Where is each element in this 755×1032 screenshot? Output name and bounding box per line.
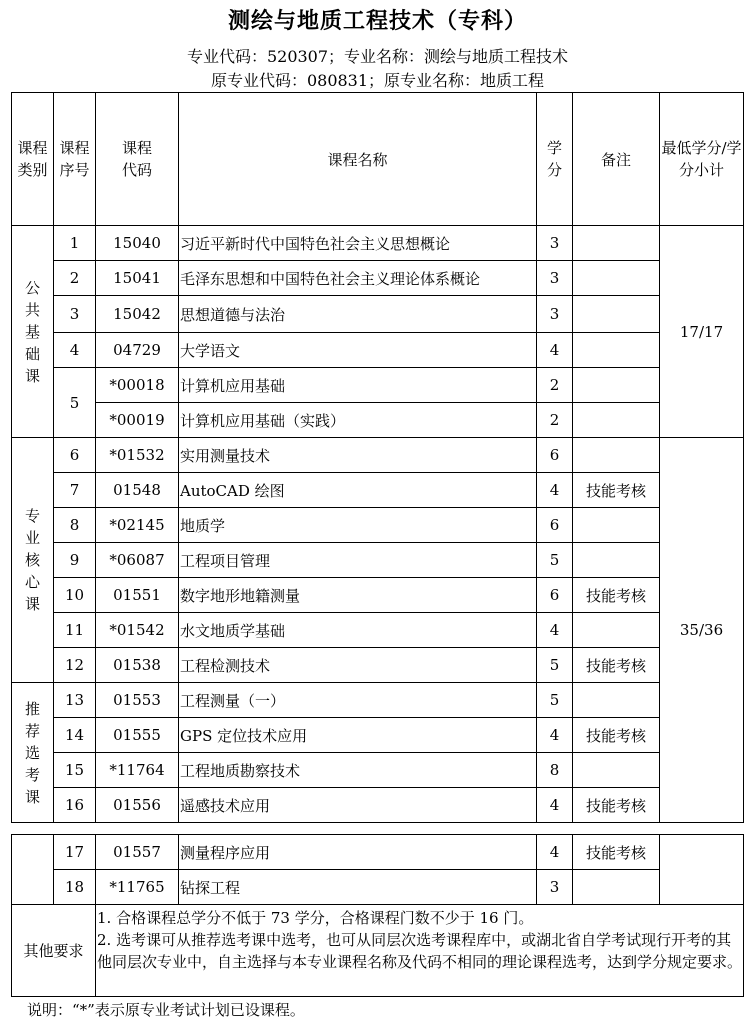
code-cell: *02145 xyxy=(96,508,179,543)
credit-cell: 5 xyxy=(537,543,573,578)
credit-cell: 4 xyxy=(537,718,573,753)
code-cell: 01553 xyxy=(96,683,179,718)
note-cell: 技能考核 xyxy=(573,835,660,870)
code-cell: 15040 xyxy=(96,226,179,261)
table-row xyxy=(12,870,744,905)
table-row xyxy=(12,261,744,296)
seq-cell: 15 xyxy=(54,753,96,788)
code-cell: *00019 xyxy=(96,403,179,438)
table-row xyxy=(12,473,744,508)
table-row xyxy=(12,578,744,613)
credit-cell: 4 xyxy=(537,788,573,823)
table-row xyxy=(12,438,744,473)
table-row xyxy=(12,333,744,368)
header-seq: 课程序号 xyxy=(54,93,96,226)
table-row xyxy=(12,543,744,578)
note-cell xyxy=(573,543,660,578)
seq-cell: 12 xyxy=(54,648,96,683)
credit-cell: 2 xyxy=(537,403,573,438)
subtotal-core: 35/36 xyxy=(660,438,744,823)
credit-cell: 6 xyxy=(537,438,573,473)
table-row xyxy=(12,613,744,648)
note-cell: 技能考核 xyxy=(573,788,660,823)
table-row xyxy=(12,296,744,333)
code-cell: 01555 xyxy=(96,718,179,753)
note-cell xyxy=(573,368,660,403)
code-cell: 01551 xyxy=(96,578,179,613)
table-row xyxy=(12,508,744,543)
name-cell: 工程测量（一） xyxy=(179,683,537,718)
name-cell: 地质学 xyxy=(179,508,537,543)
note-cell xyxy=(573,683,660,718)
name-cell: 钻探工程 xyxy=(179,870,537,905)
table-row xyxy=(12,753,744,788)
name-cell: 遥感技术应用 xyxy=(179,788,537,823)
category-elective: 推荐选考课 xyxy=(12,683,54,823)
credit-cell: 3 xyxy=(537,261,573,296)
name-cell: 测量程序应用 xyxy=(179,835,537,870)
note-cell xyxy=(573,296,660,333)
curriculum-table-continued xyxy=(11,834,744,997)
seq-cell: 11 xyxy=(54,613,96,648)
name-cell: 计算机应用基础（实践） xyxy=(179,403,537,438)
table-row xyxy=(12,683,744,718)
note-cell: 技能考核 xyxy=(573,718,660,753)
requirement-item-2: 2. 选考课可从推荐选考课中选考，也可从同层次选考课程库中，或湖北省自学考试现行开考的其他同层次专业中，自主选择与本专业课程名称及代码不相同的理论课程选考，达到学分规定要求。 xyxy=(97,931,743,971)
category-public: 公共基础课 xyxy=(12,226,54,438)
credit-cell: 2 xyxy=(537,368,573,403)
header-row xyxy=(12,93,744,226)
credit-cell: 5 xyxy=(537,648,573,683)
header-code: 课程代码 xyxy=(96,93,179,226)
name-cell: 习近平新时代中国特色社会主义思想概论 xyxy=(179,226,537,261)
note-cell xyxy=(573,403,660,438)
subtitle-original-code: 原专业代码：080831；原专业名称：地质工程 xyxy=(210,71,545,90)
name-cell: AutoCAD 绘图 xyxy=(179,473,537,508)
credit-cell: 6 xyxy=(537,578,573,613)
name-cell: 计算机应用基础 xyxy=(179,368,537,403)
seq-cell: 16 xyxy=(54,788,96,823)
header-min-credit: 最低学分/学分小计 xyxy=(660,93,744,226)
other-requirements-label: 其他要求 xyxy=(12,905,96,997)
other-requirements-text xyxy=(96,905,744,997)
code-cell: 15042 xyxy=(96,296,179,333)
note-cell xyxy=(573,613,660,648)
curriculum-table xyxy=(11,92,744,823)
name-cell: 数字地形地籍测量 xyxy=(179,578,537,613)
credit-cell: 3 xyxy=(537,296,573,333)
note-cell xyxy=(573,226,660,261)
note-cell xyxy=(573,438,660,473)
credit-cell: 4 xyxy=(537,613,573,648)
code-cell: 04729 xyxy=(96,333,179,368)
seq-cell: 5 xyxy=(54,368,96,438)
seq-cell: 8 xyxy=(54,508,96,543)
credit-cell: 3 xyxy=(537,870,573,905)
seq-cell: 9 xyxy=(54,543,96,578)
name-cell: 思想道德与法治 xyxy=(179,296,537,333)
table-row xyxy=(12,648,744,683)
seq-cell: 10 xyxy=(54,578,96,613)
note-cell xyxy=(573,508,660,543)
table-row xyxy=(12,718,744,753)
name-cell: GPS 定位技术应用 xyxy=(179,718,537,753)
subtotal-public: 17/17 xyxy=(660,226,744,438)
name-cell: 水文地质学基础 xyxy=(179,613,537,648)
seq-cell: 1 xyxy=(54,226,96,261)
credit-cell: 4 xyxy=(537,835,573,870)
code-cell: *00018 xyxy=(96,368,179,403)
name-cell: 工程地质勘察技术 xyxy=(179,753,537,788)
note-cell xyxy=(573,261,660,296)
name-cell: 工程检测技术 xyxy=(179,648,537,683)
name-cell: 毛泽东思想和中国特色社会主义理论体系概论 xyxy=(179,261,537,296)
credit-cell: 4 xyxy=(537,333,573,368)
header-name: 课程名称 xyxy=(179,93,537,226)
note-cell xyxy=(573,870,660,905)
seq-cell: 13 xyxy=(54,683,96,718)
category-core: 专业核心课 xyxy=(12,438,54,683)
seq-cell: 18 xyxy=(54,870,96,905)
credit-cell: 5 xyxy=(537,683,573,718)
code-cell: *01532 xyxy=(96,438,179,473)
subtitle-major-code: 专业代码：520307；专业名称：测绘与地质工程技术 xyxy=(186,47,569,66)
header-category: 课程类别 xyxy=(12,93,54,226)
note-cell: 技能考核 xyxy=(573,648,660,683)
code-cell: *01542 xyxy=(96,613,179,648)
name-cell: 工程项目管理 xyxy=(179,543,537,578)
code-cell: 01538 xyxy=(96,648,179,683)
table-row xyxy=(12,403,744,438)
code-cell: *11764 xyxy=(96,753,179,788)
code-cell: 01556 xyxy=(96,788,179,823)
code-cell: *11765 xyxy=(96,870,179,905)
other-requirements-row xyxy=(12,905,744,997)
header-note: 备注 xyxy=(573,93,660,226)
note-cell xyxy=(573,753,660,788)
table-row xyxy=(12,226,744,261)
seq-cell: 2 xyxy=(54,261,96,296)
seq-cell: 3 xyxy=(54,296,96,333)
table-row xyxy=(12,835,744,870)
seq-cell: 7 xyxy=(54,473,96,508)
code-cell: 01548 xyxy=(96,473,179,508)
name-cell: 大学语文 xyxy=(179,333,537,368)
note-cell xyxy=(573,333,660,368)
requirement-item-1: 1. 合格课程总学分不低于 73 学分，合格课程门数不少于 16 门。 xyxy=(97,909,534,927)
seq-cell: 14 xyxy=(54,718,96,753)
note-cell: 技能考核 xyxy=(573,578,660,613)
seq-cell: 4 xyxy=(54,333,96,368)
subtotal-blank xyxy=(660,835,744,905)
credit-cell: 6 xyxy=(537,508,573,543)
seq-cell: 6 xyxy=(54,438,96,473)
code-cell: *06087 xyxy=(96,543,179,578)
credit-cell: 3 xyxy=(537,226,573,261)
credit-cell: 8 xyxy=(537,753,573,788)
seq-cell: 17 xyxy=(54,835,96,870)
credit-cell: 4 xyxy=(537,473,573,508)
table-row xyxy=(12,788,744,823)
table-row xyxy=(12,368,744,403)
name-cell: 实用测量技术 xyxy=(179,438,537,473)
footnote: 说明：“*”表示原专业考试计划已设课程。 xyxy=(27,1001,305,1019)
header-credit: 学分 xyxy=(537,93,573,226)
page-title: 测绘与地质工程技术（专科） xyxy=(227,8,527,34)
code-cell: 15041 xyxy=(96,261,179,296)
category-blank xyxy=(12,835,54,905)
note-cell: 技能考核 xyxy=(573,473,660,508)
code-cell: 01557 xyxy=(96,835,179,870)
